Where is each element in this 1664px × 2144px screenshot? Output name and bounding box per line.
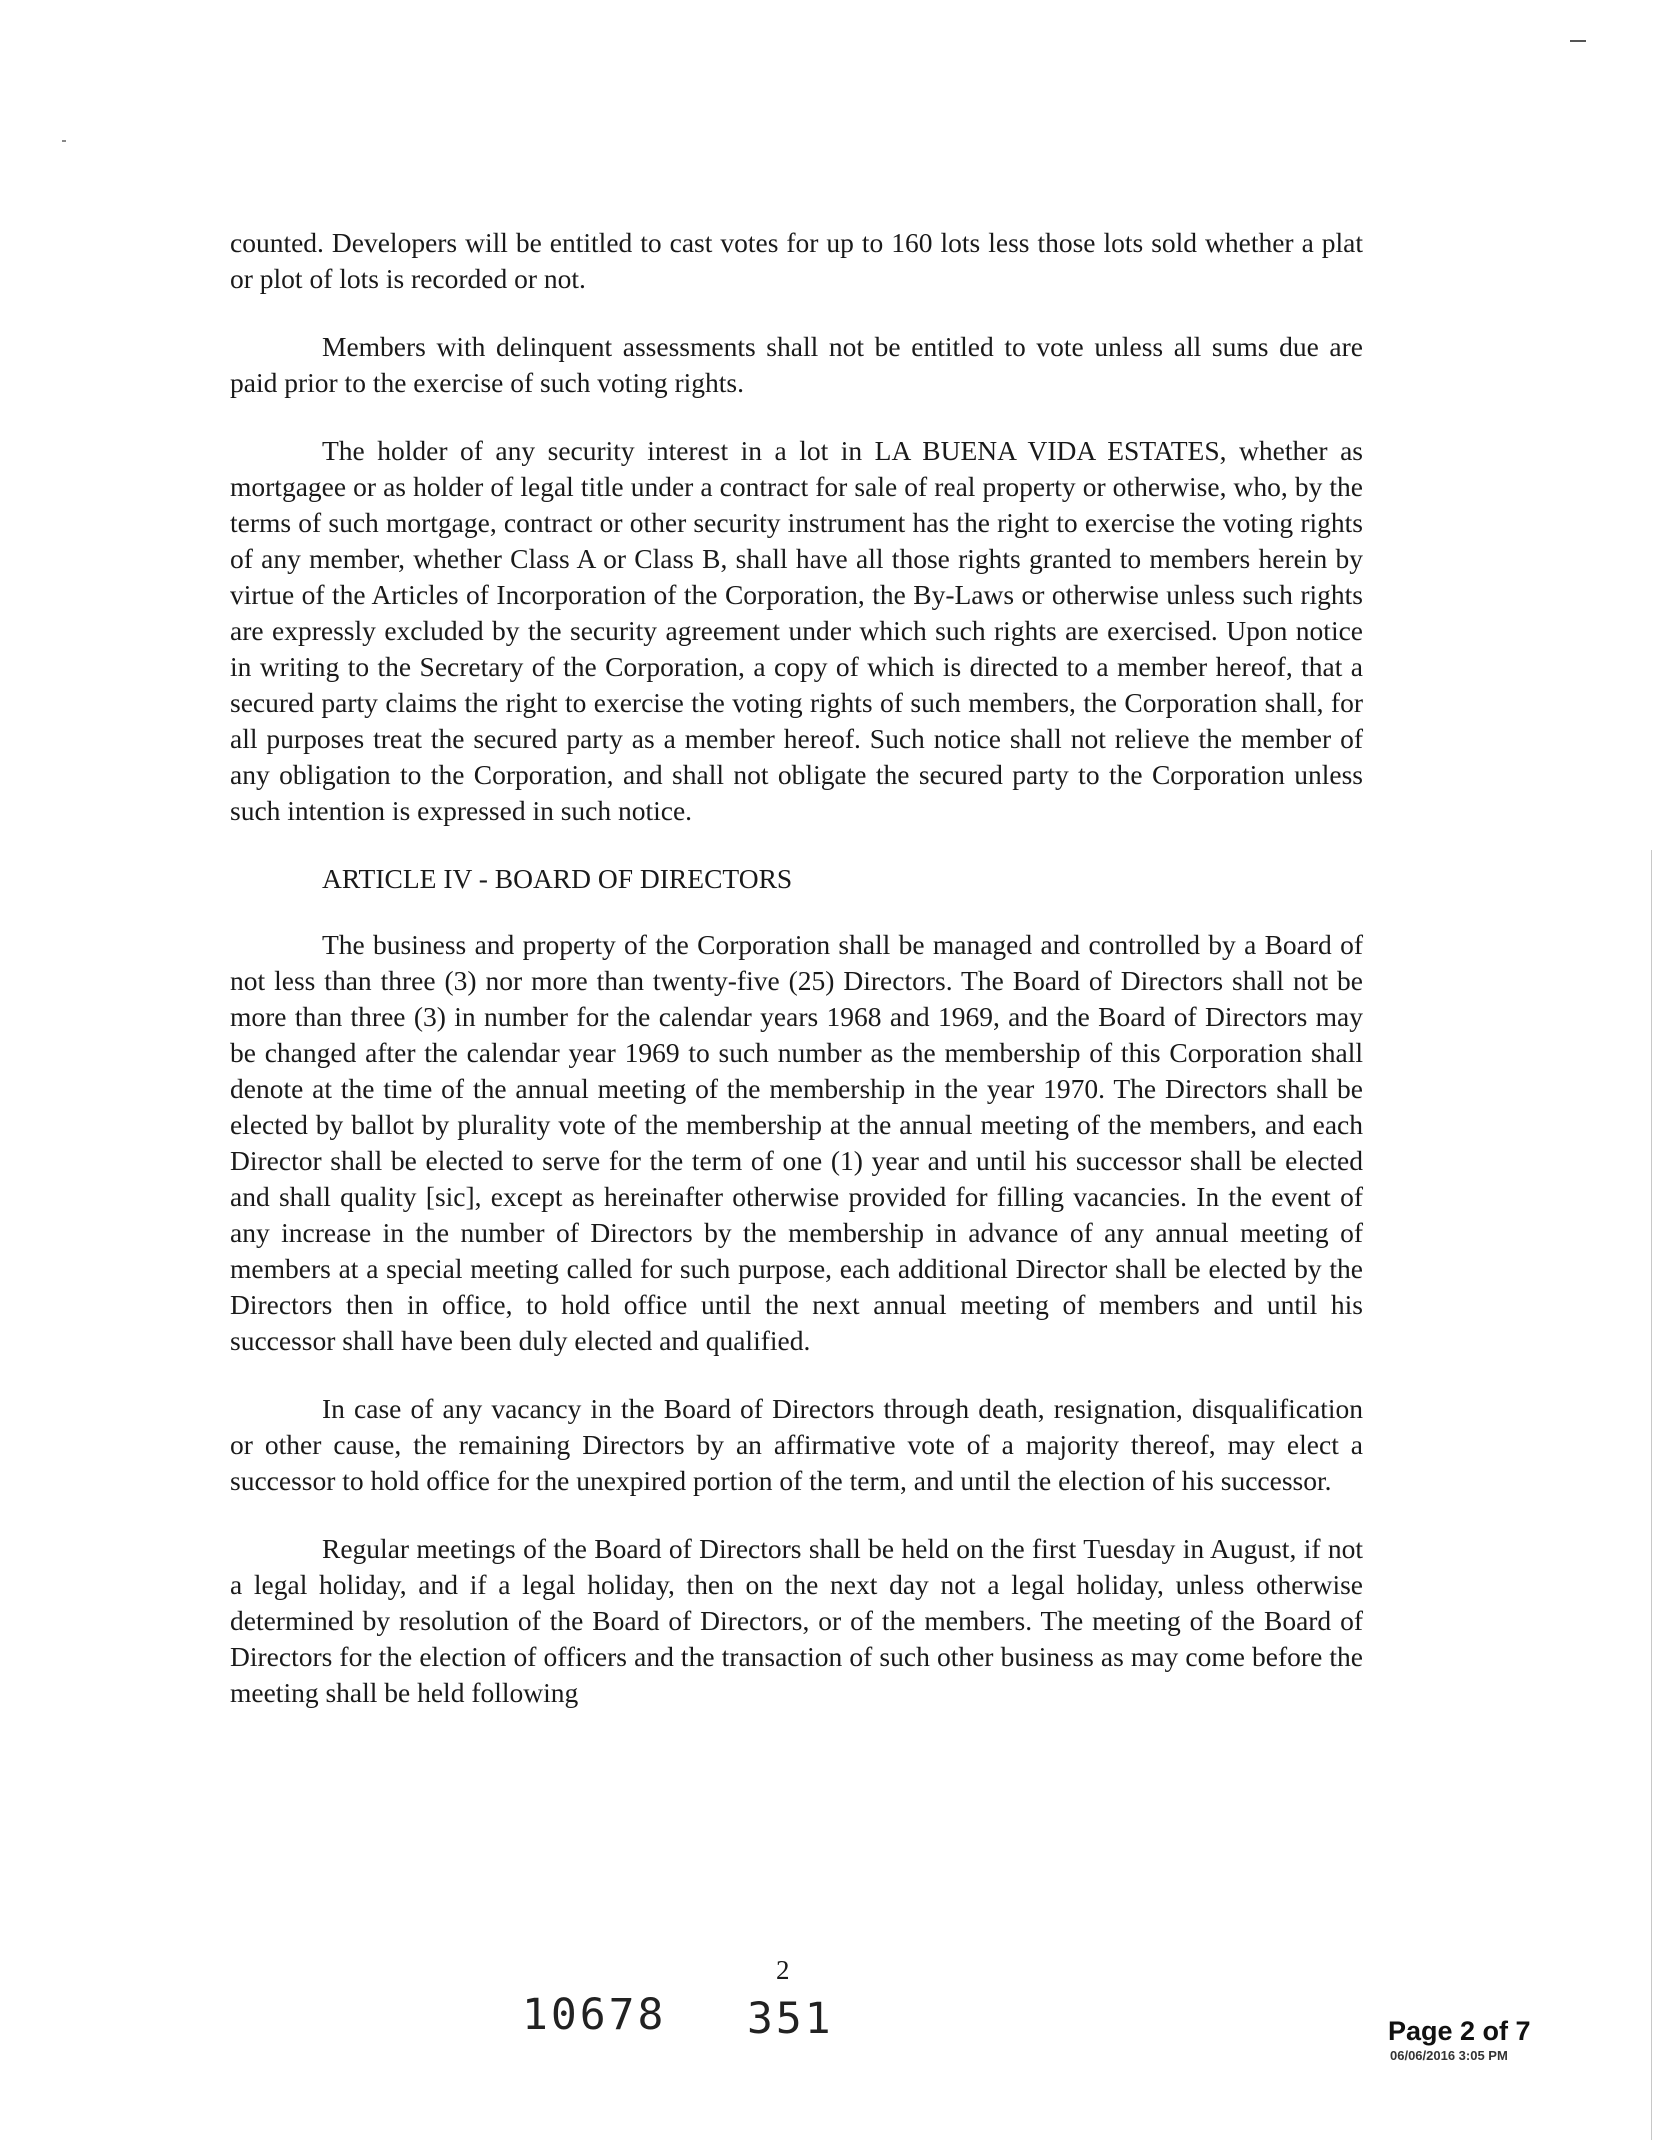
paragraph-security-interest: The holder of any security interest in a lot in LA BUENA VIDA ESTATES, whether as mortgagee or as holder of legal title under a contract for sale of real property or otherwise, who, by the terms of such mortgage, contract or other security instrument has the right to exercise the voting rights of any member, whether Class A or Class B, shall have all those rights granted to members herein by virtue of the Articles of Incorporation of the Corporation, the By-Laws or otherwise unless such rights are expressly excluded by the security agreement under which such rights are exercised. Upon notice in writing to the Secretary of the Corporation, a copy of which is directed to a member hereof, that a secured party claims the right to exercise the voting rights of such members, the Corporation shall, for all purposes treat the secured party as a member hereof. Such notice shall not relieve the member of any obligation to the Corporation, and shall not obligate the secured party to the Corporation unless such intention is expressed in such notice.: [230, 435, 1363, 826]
paragraph-delinquent-assessments: Members with delinquent assessments shall not be entitled to vote unless all sums due are paid prior to the exercise of such voting rights.: [230, 331, 1363, 398]
paragraph-voting-lots: counted. Developers will be entitled to cast votes for up to 160 lots less those lots sold whether a plat or plot of lots is recorded or not.: [230, 227, 1363, 294]
paragraph-board-vacancy: In case of any vacancy in the Board of Directors through death, resignation, disqualification or other cause, the remaining Directors by an affirmative vote of a majority thereof, may elect a successor to hold office for the unexpired portion of the term, and until the election of his successor.: [230, 1393, 1363, 1496]
scan-mark: [1570, 40, 1586, 42]
recording-stamp-page: 351: [747, 1994, 834, 2044]
document-body: [230, 225, 1363, 1743]
recording-stamp-book: 10678: [522, 1990, 667, 2040]
paragraph-regular-meetings: Regular meetings of the Board of Directors shall be held on the first Tuesday in August, if not a legal holiday, and if a legal holiday, then on the next day not a legal holiday, unless otherwise determined by resolution of the Board of Directors, or of the members. The meeting of the Board of Directors for the election of officers and the transaction of such other business as may come before the meeting shall be held following: [230, 1533, 1363, 1708]
page-number: 2: [776, 1955, 790, 1985]
paragraph-board-management: The business and property of the Corporation shall be managed and controlled by a Board of not less than three (3) nor more than twenty-five (25) Directors. The Board of Directors shall not be more than three (3) in number for the calendar years 1968 and 1969, and the Board of Directors may be changed after the calendar year 1969 to such number as the membership of this Corporation shall denote at the time of the annual meeting of the membership in the year 1970. The Directors shall be elected by ballot by plurality vote of the membership at the annual meeting of the members, and each Director shall be elected to serve for the term of one (1) year and until his successor shall be elected and shall quality [sic], except as hereinafter otherwise provided for filling vacancies. In the event of any increase in the number of Directors by the membership in advance of any annual meeting of members at a special meeting called for such purpose, each additional Director shall be elected by the Directors then in office, to hold office until the next annual meeting of members and until his successor shall have been duly elected and qualified.: [230, 929, 1363, 1356]
footer-timestamp: 06/06/2016 3:05 PM: [1390, 2048, 1508, 2063]
scan-edge-line: [1651, 850, 1652, 2140]
footer-page-label: Page 2 of 7: [1388, 2016, 1531, 2046]
article-heading: ARTICLE IV - BOARD OF DIRECTORS: [322, 863, 793, 894]
scan-speck: [62, 140, 66, 142]
